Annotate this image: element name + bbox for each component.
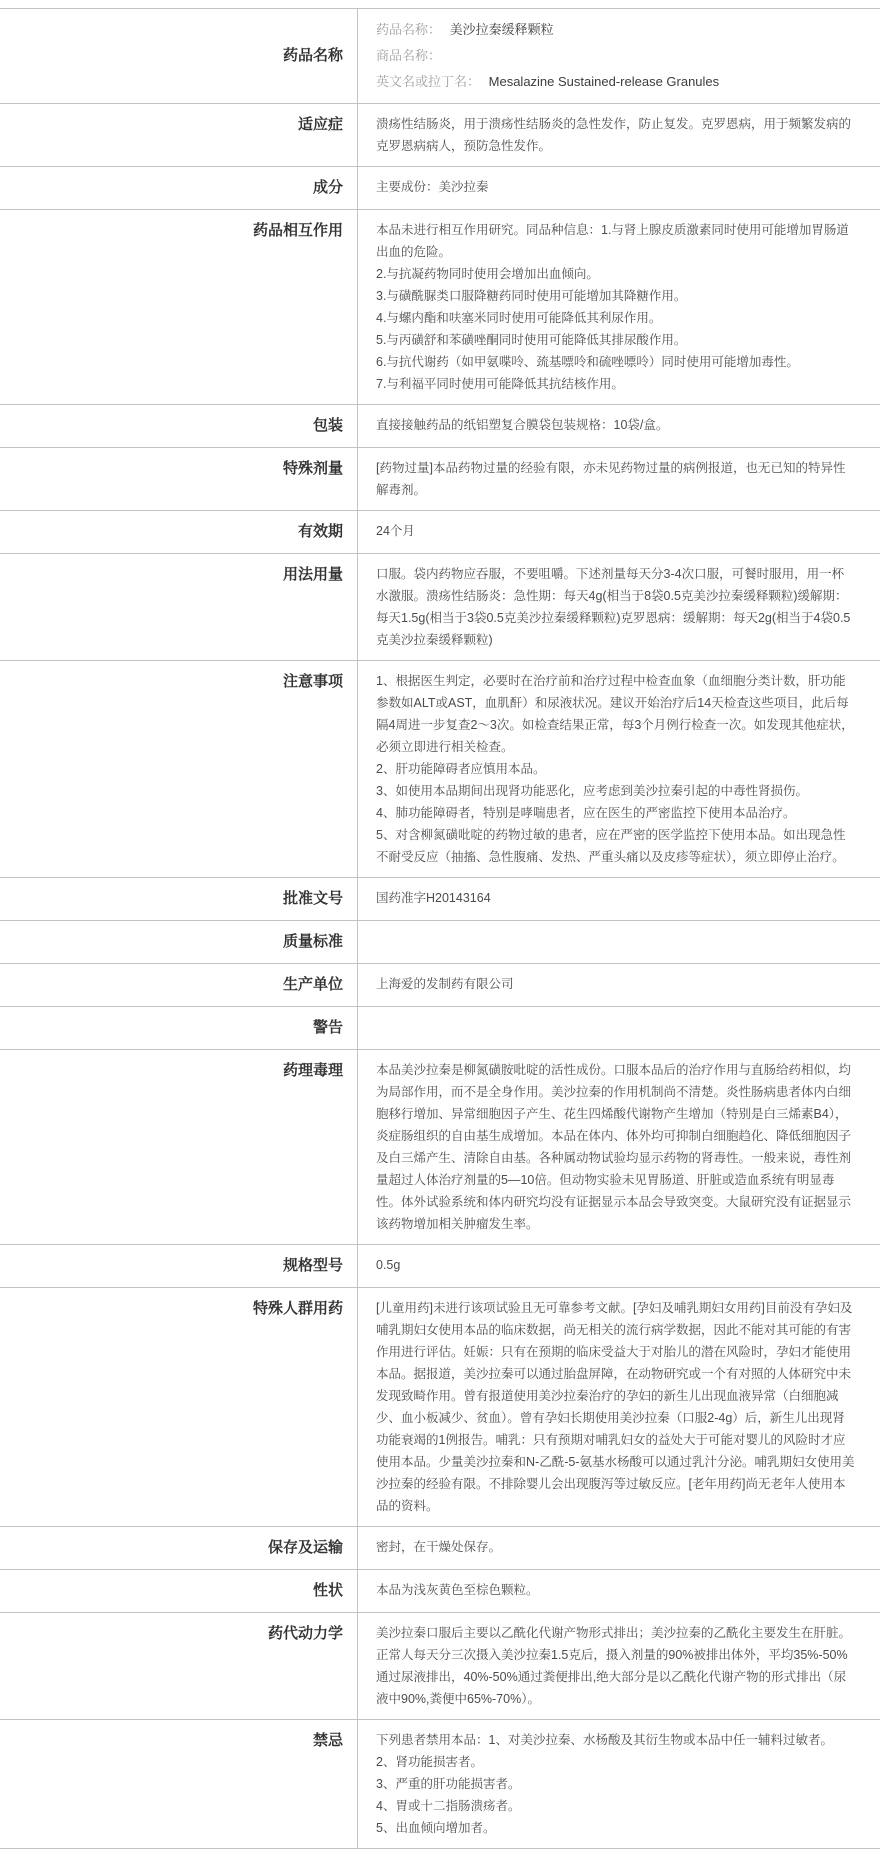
row-label: 规格型号 [0,1245,358,1287]
row-label [0,9,358,103]
content-line: 主要成份：美沙拉秦 [376,180,489,194]
row-label: 生产单位 [0,964,358,1006]
content-line: 4.与螺内酯和呋塞米同时使用可能降低其利尿作用。 [376,311,662,325]
table-row [0,964,880,1007]
field-key: 商品名称： [376,48,442,63]
content-line: 5、出血倾向增加者。 [376,1821,496,1835]
content-line: [药物过量]本品药物过量的经验有限，亦未见药物过量的病例报道，也无已知的特异性解毒剂。 [376,461,846,497]
row-content [358,554,880,660]
row-content [358,921,880,963]
content-line: 6.与抗代谢药（如甲氨喋呤、巯基嘌呤和硫唑嘌呤）同时使用可能增加毒性。 [376,355,799,369]
row-content [358,210,880,404]
content-line: 本品美沙拉秦是柳氮磺胺吡啶的活性成份。口服本品后的治疗作用与直肠给药相似，均为局部作用，而不是全身作用。美沙拉秦的作用机制尚不清楚。炎性肠病患者体内白细胞移行增加、异常细胞因子产生、花生四烯酸代谢物产生增加（特别是白三烯素B4），炎症肠组织的自由基生成增加。本品在体内、体外均可抑制白细胞趋化、降低细胞因子及白三烯产生、清除自由基。各种属动物试验均显示药物的肾毒性。一般来说，毒性剂量超过人体治疗剂量的5—10倍。但动物实验未见胃肠道、肝脏或造血系统有明显毒性。体外试验系统和体内研究均没有证据显示本品会导致突变。大鼠研究没有证据显示该药物增加相关肿瘤发生率。 [376,1063,852,1231]
content-line: 4、肺功能障碍者，特别是哮喘患者，应在医生的严密监控下使用本品治疗。 [376,806,796,820]
row-label: 质量标准 [0,921,358,963]
row-label: 批准文号 [0,878,358,920]
row-label: 有效期 [0,511,358,553]
field-value: 美沙拉秦缓释颗粒 [449,22,554,37]
content-line: 7.与利福平同时使用可能降低其抗结核作用。 [376,377,624,391]
table-row [0,104,880,167]
table-row [0,1720,880,1849]
field-key: 药品名称： [376,22,442,37]
name-field-line [376,17,856,43]
content-line: 24个月 [376,524,415,538]
content-line: 1、根据医生判定，必要时在治疗前和治疗过程中检查血象（血细胞分类计数，肝功能参数如ALT或AST，血肌酐）和尿液状况。建议开始治疗后14天检查这些项目，此后每隔4周进一步复查2～3次。如检查结果正常，每3个月例行检查一次。如发现其他症状，必须立即进行相关检查。 [376,674,854,754]
drug-info-table [0,8,880,1849]
table-row [0,878,880,921]
table-row [0,1613,880,1720]
table-row [0,511,880,554]
row-label: 保存及运输 [0,1527,358,1569]
row-content [358,405,880,447]
content-line: 本品未进行相互作用研究。同品种信息：1.与肾上腺皮质激素同时使用可能增加胃肠道出血的危险。 [376,223,849,259]
row-content [358,1288,880,1526]
table-rows [0,104,880,1849]
row-content [358,964,880,1006]
row-content [358,878,880,920]
row-label: 特殊人群用药 [0,1288,358,1526]
field-key: 英文名或拉丁名： [376,74,481,89]
table-row [0,1570,880,1613]
row-content [358,1245,880,1287]
row-content [358,661,880,877]
row-content [358,448,880,510]
content-line [376,930,856,952]
content-line: 密封，在干燥处保存。 [376,1540,502,1554]
table-row [0,1050,880,1245]
row-label: 药代动力学 [0,1613,358,1719]
content-line: 口服。袋内药物应吞服，不要咀嚼。下述剂量每天分3-4次口服，可餐时服用，用一杯水激服。溃疡性结肠炎：急性期：每天4g(相当于8袋0.5克美沙拉秦缓释颗粒)缓解期：每天1.5g(相当于3袋0.5克美沙拉秦缓释颗粒)克罗恩病：缓解期：每天2g(相当于4袋0.5克美沙拉秦缓释颗粒) [376,567,851,647]
content-line: 下列患者禁用本品：1、对美沙拉秦、水杨酸及其衍生物或本品中任一辅料过敏者。 [376,1733,833,1747]
row-content [358,104,880,166]
row-content [358,1007,880,1049]
row-label: 用法用量 [0,554,358,660]
row-content [358,1527,880,1569]
content-line: 2、肾功能损害者。 [376,1755,483,1769]
row-label: 注意事项 [0,661,358,877]
row-label: 警告 [0,1007,358,1049]
content-line: 国药准字H20143164 [376,891,491,905]
content-line: 5、对含柳氮磺吡啶的药物过敏的患者，应在严密的医学监控下使用本品。如出现急性不耐受反应（抽搐、急性腹痛、发热、严重头痛以及皮疹等症状），须立即停止治疗。 [376,828,846,864]
content-line: 美沙拉秦口服后主要以乙酰化代谢产物形式排出；美沙拉秦的乙酰化主要发生在肝脏。正常人每天分三次摄入美沙拉秦1.5克后，摄入剂量的90%被排出体外，平均35%-50%通过尿液排出，40%-50%通过粪便排出,绝大部分是以乙酰化代谢产物的形式排出（尿液中90%,粪便中65%-70%）。 [376,1626,852,1706]
row-label: 成分 [0,167,358,209]
row-label-text: 药品名称 [282,47,343,64]
table-row [0,1007,880,1050]
table-row [0,1245,880,1288]
row-content [358,511,880,553]
table-row [0,661,880,878]
content-line: 5.与丙磺舒和苯磺唑酮同时使用可能降低其排尿酸作用。 [376,333,687,347]
name-field-line [376,69,856,95]
table-row [0,921,880,964]
content-line: 0.5g [376,1258,401,1272]
table-row [0,210,880,405]
content-line: 2.与抗凝药物同时使用会增加出血倾向。 [376,267,599,281]
field-value: Mesalazine Sustained-release Granules [488,74,720,89]
content-line: 3、如使用本品期间出现肾功能恶化，应考虑到美沙拉秦引起的中毒性肾损伤。 [376,784,808,798]
row-label: 性状 [0,1570,358,1612]
row-label: 药理毒理 [0,1050,358,1244]
row-content [358,1570,880,1612]
row-content [358,1050,880,1244]
content-line: 直接接触药品的纸铝塑复合膜袋包装规格：10袋/盒。 [376,418,669,432]
content-line: 3.与磺酰脲类口服降糖药同时使用可能增加其降糖作用。 [376,289,687,303]
table-row [0,405,880,448]
row-label: 禁忌 [0,1720,358,1848]
table-row [0,448,880,511]
row-label: 包装 [0,405,358,447]
content-line [376,1016,856,1038]
table-row [0,1527,880,1570]
content-line: 3、严重的肝功能损害者。 [376,1777,521,1791]
row-content [358,1613,880,1719]
content-line: 溃疡性结肠炎，用于溃疡性结肠炎的急性发作，防止复发。克罗恩病，用于频繁发病的克罗恩病病人，预防急性发作。 [376,117,852,153]
table-row-drug-name [0,9,880,104]
row-label: 适应症 [0,104,358,166]
row-content [358,167,880,209]
content-line: [儿童用药]未进行该项试验且无可靠参考文献。[孕妇及哺乳期妇女用药]目前没有孕妇及哺乳期妇女使用本品的临床数据，尚无相关的流行病学数据，因此不能对其可能的有害作用进行评估。妊娠：只有在预期的临床受益大于对胎儿的潜在风险时，孕妇才能使用本品。据报道，美沙拉秦可以通过胎盘屏障，在动物研究或一个有对照的人体研究中未发现致畸作用。曾有报道使用美沙拉秦治疗的孕妇的新生儿出现血液异常（白细胞减少、血小板减少、贫血）。曾有孕妇长期使用美沙拉秦（口服2-4g）后，新生儿出现肾功能衰竭的1例报告。哺乳：只有预期对哺乳妇女的益处大于可能对婴儿的风险时才应使用本品。少量美沙拉秦和N-乙酰-5-氨基水杨酸可以通过乳汁分泌。哺乳期妇女使用美沙拉秦的经验有限。不排除婴儿会出现腹泻等过敏反应。[老年用药]尚无老年人使用本品的资料。 [376,1301,855,1513]
row-label: 药品相互作用 [0,210,358,404]
row-label: 特殊剂量 [0,448,358,510]
name-field-line [376,43,856,69]
table-row [0,167,880,210]
table-row [0,554,880,661]
content-line: 2、肝功能障碍者应慎用本品。 [376,762,546,776]
content-line: 4、胃或十二指肠溃疡者。 [376,1799,521,1813]
table-row [0,1288,880,1527]
row-content [358,1720,880,1848]
content-line: 本品为浅灰黄色至棕色颗粒。 [376,1583,539,1597]
row-content [358,9,880,103]
content-line: 上海爱的发制药有限公司 [376,977,514,991]
